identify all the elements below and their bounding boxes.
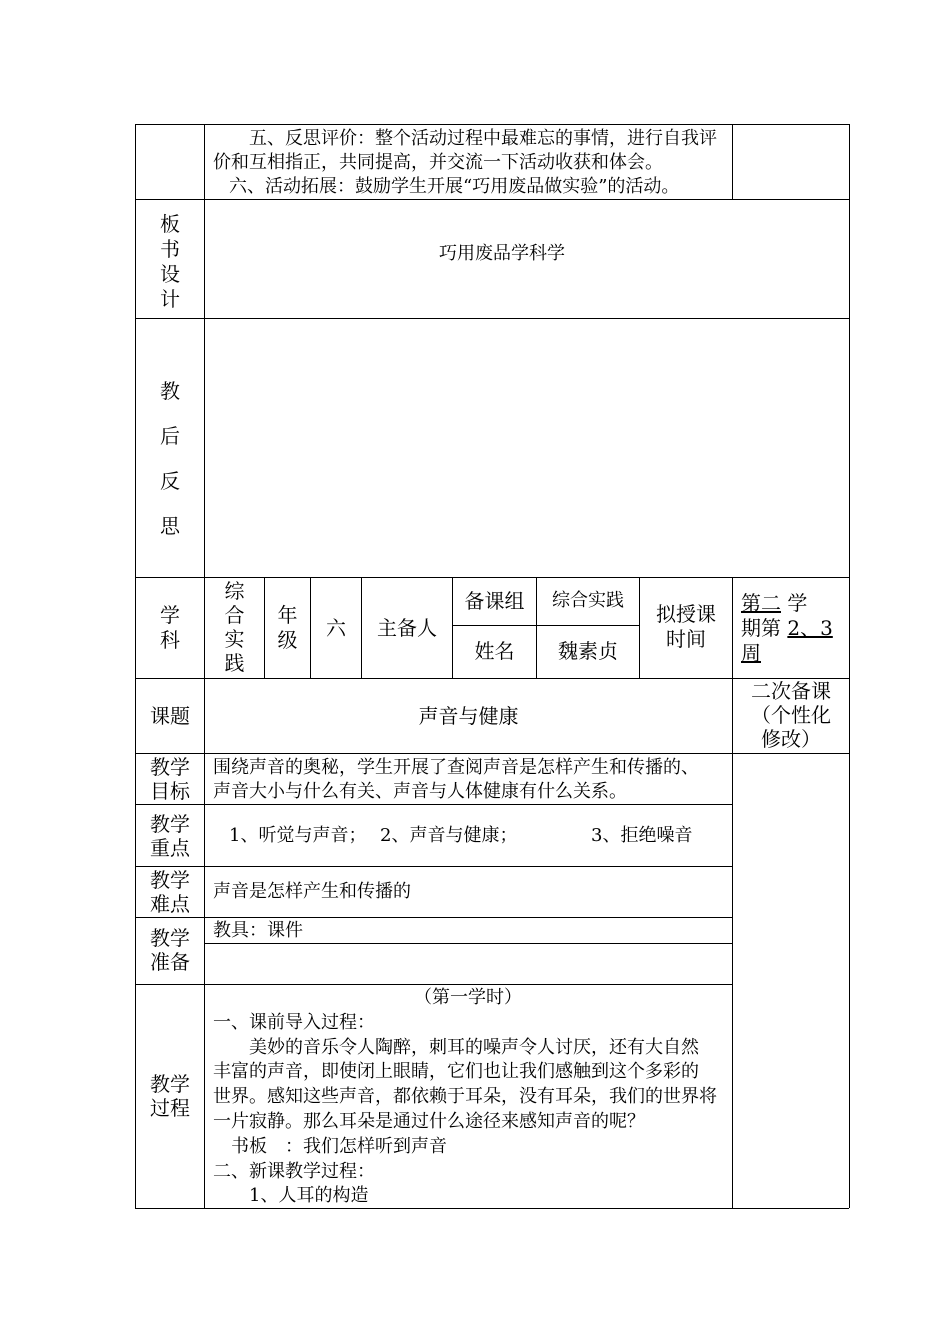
column-divider: [732, 577, 733, 1208]
row-divider: [135, 917, 732, 918]
process-paragraph-line-4: 一片寂静。那么耳朵是通过什么途径来感知声音的呢？: [213, 1111, 645, 1132]
grade-label: 年 级: [277, 603, 298, 652]
prep-group-label: 备课组: [464, 589, 525, 613]
row-divider: [135, 199, 849, 200]
preparation-text: 教具：课件: [213, 920, 303, 941]
process-paragraph-line-3: 世界。感知这些声音，都依赖于耳朵，没有耳朵，我们的世界将: [213, 1086, 717, 1107]
lead-teacher-label: 主备人: [377, 616, 437, 640]
reflection-line-2: 价和互相指正，共同提高，并交流一下活动收获和体会。: [213, 152, 663, 173]
second-prep-label: 二次备课 （个性化 修改）: [751, 679, 831, 751]
difficulty-label: 教学 难点: [150, 868, 190, 916]
subject-label: 学 科: [160, 603, 180, 652]
key-point-2: 2、声音与健康；: [380, 825, 518, 846]
subject-value: 综 合 实 践: [224, 579, 245, 675]
process-step-2: 二、新课教学过程：: [213, 1161, 375, 1182]
after-class-reflection-label: 教 后 反 思: [160, 379, 180, 538]
process-paragraph-line-2: 丰富的声音，即使闭上眼睛，它们也让我们感触到这个多彩的: [213, 1061, 699, 1082]
process-step-1: 一、课前导入过程：: [213, 1012, 375, 1033]
key-point-1: 1、听觉与声音；: [229, 825, 367, 846]
table-bottom-border: [135, 1208, 849, 1209]
process-paragraph-line-1: 美妙的音乐令人陶醉，刺耳的噪声令人讨厌，还有大自然: [249, 1037, 699, 1058]
objective-line-2: 声音大小与什么有关、声音与人体健康有什么关系。: [213, 781, 627, 802]
row-divider: [135, 753, 849, 754]
objective-label: 教学 目标: [150, 755, 190, 803]
topic-label: 课题: [150, 704, 190, 728]
planned-time-value: 第二 学 期第 2、3 周: [741, 591, 833, 665]
key-point-3: 3、拒绝噪音: [591, 825, 693, 846]
row-divider: [135, 984, 732, 985]
name-value: 魏素贞: [558, 639, 618, 663]
key-points-label: 教学 重点: [150, 812, 190, 860]
planned-time-label: 拟授课 时间: [656, 602, 716, 651]
row-divider: [452, 625, 639, 626]
table-right-border: [849, 124, 850, 1208]
row-divider: [135, 804, 732, 805]
table-top-border: [135, 124, 849, 125]
preparation-label: 教学 准备: [150, 926, 190, 974]
row-divider: [135, 577, 849, 578]
process-period: （第一学时）: [414, 987, 522, 1008]
objective-line-1: 围绕声音的奥秘，学生开展了查阅声音是怎样产生和传播的、: [213, 757, 699, 778]
process-sub-1: 1、人耳的构造: [249, 1185, 369, 1206]
grade-value: 六: [326, 616, 346, 640]
row-divider: [135, 318, 849, 319]
name-label: 姓名: [474, 639, 515, 663]
row-divider: [205, 943, 732, 944]
lesson-topic: 声音与健康: [418, 704, 519, 728]
board-design-content: 巧用废品学科学: [439, 243, 565, 264]
term-number: 第二: [741, 591, 781, 615]
column-divider: [732, 124, 733, 199]
process-label: 教学 过程: [150, 1072, 190, 1120]
difficulty-text: 声音是怎样产生和传播的: [213, 881, 411, 902]
prep-group-value: 综合实践: [552, 590, 624, 611]
reflection-line-1: 五、反思评价：整个活动过程中最难忘的事情，进行自我评: [249, 128, 717, 149]
board-design-label: 板 书 设 计: [160, 212, 180, 311]
process-board-line: 书板 ：我们怎样听到声音: [231, 1136, 447, 1157]
extension-line: 六、活动拓展：鼓励学生开展“巧用废品做实验”的活动。: [229, 176, 680, 197]
row-divider: [135, 866, 732, 867]
week-numbers: 2、3: [787, 616, 833, 640]
